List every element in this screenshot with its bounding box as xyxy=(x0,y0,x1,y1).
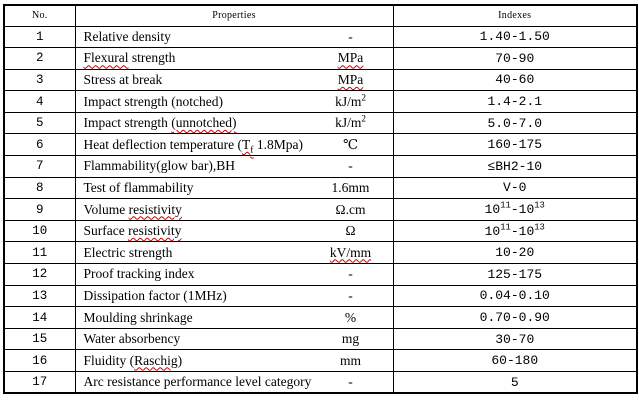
header-properties: Properties xyxy=(75,5,393,26)
index-value-cell: 160-175 xyxy=(393,134,637,156)
property-cell xyxy=(75,328,393,350)
header-indexes: Indexes xyxy=(393,5,637,26)
index-value-cell: 0.70-0.90 xyxy=(393,307,637,329)
row-number-cell: 16 xyxy=(4,350,75,372)
table-row xyxy=(4,156,637,178)
property-name: Test of flammability xyxy=(83,179,194,195)
property-unit: % xyxy=(344,309,357,325)
property-unit: MPa xyxy=(337,50,364,66)
row-number-cell: 8 xyxy=(4,177,75,199)
property-unit: - xyxy=(348,158,353,174)
property-cell xyxy=(75,134,393,156)
property-unit: $kJ/m^2$ xyxy=(335,92,366,109)
row-number-cell: 14 xyxy=(4,307,75,329)
property-name: Water absorbency xyxy=(83,331,181,347)
property-unit: - xyxy=(348,287,353,303)
property-name: Dissipation factor (1MHz) xyxy=(83,287,227,303)
index-value-cell: 125-175 xyxy=(393,264,637,286)
table-row xyxy=(4,264,637,286)
property-name: Impact strength (notched) xyxy=(83,93,223,109)
property-unit: Ω.cm xyxy=(335,201,366,217)
index-value-cell: 5.0-7.0 xyxy=(393,112,637,134)
row-number-cell: 13 xyxy=(4,285,75,307)
table-row xyxy=(4,350,637,372)
property-unit: - xyxy=(348,266,353,282)
property-name: Flammability(glow bar),BH xyxy=(83,158,235,174)
property-unit: kV/mm xyxy=(329,244,372,260)
header-no: No. xyxy=(4,5,75,26)
property-cell xyxy=(75,177,393,199)
property-name: Moulding shrinkage xyxy=(83,309,193,325)
property-cell xyxy=(75,264,393,286)
property-name: Heat deflection temperature ($T_f$ 1.8Mpa) xyxy=(83,136,304,156)
property-unit: - xyxy=(348,28,353,44)
property-cell xyxy=(75,156,393,178)
table-row xyxy=(4,199,637,221)
property-name: Volume resistivity xyxy=(83,201,182,217)
table-row xyxy=(4,307,637,329)
row-number-cell: 17 xyxy=(4,372,75,394)
property-unit: Ω xyxy=(345,223,356,239)
table-row xyxy=(4,69,637,91)
property-cell xyxy=(75,307,393,329)
property-name: Flexural strength xyxy=(83,50,176,66)
property-cell xyxy=(75,220,393,242)
property-name: Surface resistivity xyxy=(83,223,182,239)
table-row xyxy=(4,91,637,113)
row-number-cell: 1 xyxy=(4,26,75,48)
table-row xyxy=(4,220,637,242)
row-number-cell: 15 xyxy=(4,328,75,350)
table-row xyxy=(4,26,637,48)
property-name: Proof tracking index xyxy=(83,266,195,282)
property-name: Stress at break xyxy=(83,71,163,87)
property-cell xyxy=(75,285,393,307)
property-cell xyxy=(75,112,393,134)
row-number-cell: 5 xyxy=(4,112,75,134)
index-value-cell: V-0 xyxy=(393,177,637,199)
property-cell xyxy=(75,26,393,48)
index-value-cell: 40-60 xyxy=(393,69,637,91)
table-body xyxy=(4,26,637,393)
index-value-cell: 30-70 xyxy=(393,328,637,350)
property-cell xyxy=(75,69,393,91)
properties-table xyxy=(3,4,638,394)
property-name: Impact strength (unnotched) xyxy=(83,115,237,131)
property-name: Fluidity (Raschig) xyxy=(83,352,183,368)
property-name: Arc resistance performance level category xyxy=(83,374,312,390)
table-row xyxy=(4,48,637,70)
row-number-cell: 12 xyxy=(4,264,75,286)
property-cell xyxy=(75,199,393,221)
property-cell xyxy=(75,350,393,372)
index-value-cell: $10^{11}-10^{13}$ xyxy=(393,199,637,221)
property-unit: $kJ/m^2$ xyxy=(335,113,366,131)
index-value-cell: $10^{11}-10^{13}$ xyxy=(393,220,637,242)
row-number-cell: 10 xyxy=(4,220,75,242)
index-value-cell: ≤BH2-10 xyxy=(393,156,637,178)
table-row xyxy=(4,112,637,134)
property-cell xyxy=(75,48,393,70)
property-name: Electric strength xyxy=(83,244,173,260)
index-value-cell: 1.40-1.50 xyxy=(393,26,637,48)
property-name: Relative density xyxy=(83,28,171,44)
row-number-cell: 2 xyxy=(4,48,75,70)
index-value-cell: 1.4-2.1 xyxy=(393,91,637,113)
row-number-cell: 3 xyxy=(4,69,75,91)
index-value-cell: 5 xyxy=(393,372,637,394)
row-number-cell: 11 xyxy=(4,242,75,264)
table-row xyxy=(4,134,637,156)
index-value-cell: 60-180 xyxy=(393,350,637,372)
header-row xyxy=(4,5,637,26)
table-row xyxy=(4,328,637,350)
property-cell xyxy=(75,242,393,264)
table-row xyxy=(4,242,637,264)
index-value-cell: 10-20 xyxy=(393,242,637,264)
index-value-cell: 70-90 xyxy=(393,48,637,70)
property-unit: mm xyxy=(339,352,361,368)
property-unit: ℃ xyxy=(342,136,359,152)
row-number-cell: 9 xyxy=(4,199,75,221)
property-unit: - xyxy=(348,374,353,390)
table-row xyxy=(4,285,637,307)
property-unit: MPa xyxy=(337,71,364,87)
row-number-cell: 7 xyxy=(4,156,75,178)
property-cell xyxy=(75,91,393,113)
row-number-cell: 4 xyxy=(4,91,75,113)
property-unit: mg xyxy=(341,331,360,347)
index-value-cell: 0.04-0.10 xyxy=(393,285,637,307)
row-number-cell: 6 xyxy=(4,134,75,156)
table-row xyxy=(4,372,637,394)
table-row xyxy=(4,177,637,199)
property-unit: 1.6mm xyxy=(331,179,370,195)
property-cell xyxy=(75,372,393,394)
